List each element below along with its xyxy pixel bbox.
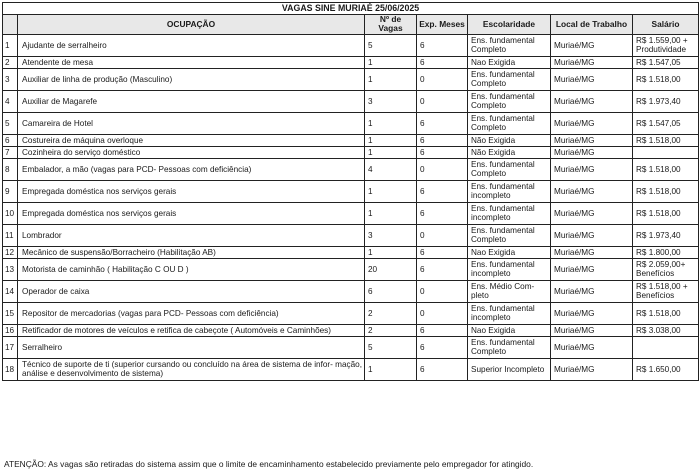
row-exp: 6	[417, 34, 468, 56]
row-number: 7	[3, 146, 18, 158]
row-salario: R$ 3.038,00	[633, 324, 699, 336]
row-vagas: 2	[365, 302, 417, 324]
row-vagas: 1	[365, 180, 417, 202]
table-row	[3, 180, 699, 202]
row-local: Muriaé/MG	[551, 202, 633, 224]
row-escolaridade: Ens. Médio Com- pleto	[468, 280, 551, 302]
row-salario: R$ 1.518,00	[633, 134, 699, 146]
header-row	[3, 15, 699, 35]
row-number: 8	[3, 158, 18, 180]
row-escolaridade: Nao Exigida	[468, 56, 551, 68]
row-escolaridade: Nao Exigida	[468, 324, 551, 336]
row-escolaridade: Ens. fundamental Completo	[468, 68, 551, 90]
row-ocupacao: Auxiliar de linha de produção (Masculino)	[18, 68, 365, 90]
row-local: Muriaé/MG	[551, 246, 633, 258]
row-vagas: 3	[365, 90, 417, 112]
row-salario: R$ 1.800,00	[633, 246, 699, 258]
row-local: Muriaé/MG	[551, 34, 633, 56]
row-ocupacao: Costureira de máquina overloque	[18, 134, 365, 146]
row-escolaridade: Ens. fundamental incompleto	[468, 302, 551, 324]
row-salario: R$ 1.518,00	[633, 202, 699, 224]
row-escolaridade: Ens. fundamental Completo	[468, 336, 551, 358]
row-vagas: 4	[365, 158, 417, 180]
table-row	[3, 112, 699, 134]
table-title: VAGAS SINE MURIAÉ 25/06/2025	[3, 3, 699, 15]
row-escolaridade: Ens. fundamental Completo	[468, 158, 551, 180]
table-row	[3, 280, 699, 302]
row-ocupacao: Retificador de motores de veículos e retifica de cabeçote ( Automóveis e Caminhões)	[18, 324, 365, 336]
row-salario: R$ 2.059,00+ Benefícios	[633, 258, 699, 280]
row-vagas: 1	[365, 202, 417, 224]
row-vagas: 5	[365, 336, 417, 358]
row-vagas: 20	[365, 258, 417, 280]
header-local: Local de Trabalho	[551, 15, 633, 35]
row-exp: 6	[417, 134, 468, 146]
row-number: 18	[3, 358, 18, 380]
table-row	[3, 68, 699, 90]
row-number: 4	[3, 90, 18, 112]
row-escolaridade: Nao Exigida	[468, 246, 551, 258]
row-number: 1	[3, 34, 18, 56]
row-escolaridade: Ens. fundamental incompleto	[468, 180, 551, 202]
header-escolaridade: Escolaridade	[468, 15, 551, 35]
table-row	[3, 258, 699, 280]
row-ocupacao: Atendente de mesa	[18, 56, 365, 68]
table-row	[3, 134, 699, 146]
row-ocupacao: Empregada doméstica nos serviços gerais	[18, 202, 365, 224]
row-ocupacao: Empregada doméstica nos serviços gerais	[18, 180, 365, 202]
row-local: Muriaé/MG	[551, 112, 633, 134]
row-exp: 6	[417, 146, 468, 158]
row-vagas: 1	[365, 146, 417, 158]
row-salario: R$ 1.973,40	[633, 90, 699, 112]
row-number: 3	[3, 68, 18, 90]
row-number: 15	[3, 302, 18, 324]
row-exp: 0	[417, 158, 468, 180]
row-escolaridade: Superior Incompleto	[468, 358, 551, 380]
row-exp: 6	[417, 202, 468, 224]
row-salario: R$ 1.518,00	[633, 302, 699, 324]
row-exp: 0	[417, 302, 468, 324]
row-ocupacao: Operador de caixa	[18, 280, 365, 302]
table-row	[3, 336, 699, 358]
row-ocupacao: Camareira de Hotel	[18, 112, 365, 134]
row-ocupacao: Mecânico de suspensão/Borracheiro (Habilitação AB)	[18, 246, 365, 258]
row-local: Muriaé/MG	[551, 180, 633, 202]
row-ocupacao: Serralheiro	[18, 336, 365, 358]
row-salario	[633, 146, 699, 158]
row-escolaridade: Ens. fundamental Completo	[468, 90, 551, 112]
row-salario: R$ 1.559,00 + Produtividade	[633, 34, 699, 56]
table-row	[3, 202, 699, 224]
row-number: 9	[3, 180, 18, 202]
table-row	[3, 324, 699, 336]
table-row	[3, 358, 699, 380]
row-number: 17	[3, 336, 18, 358]
table-row	[3, 90, 699, 112]
row-exp: 6	[417, 258, 468, 280]
row-local: Muriaé/MG	[551, 258, 633, 280]
row-ocupacao: Embalador, a mão (vagas para PCD- Pessoas com deficiência)	[18, 158, 365, 180]
row-exp: 6	[417, 56, 468, 68]
table-row	[3, 246, 699, 258]
row-ocupacao: Ajudante de serralheiro	[18, 34, 365, 56]
row-salario: R$ 1.518,00	[633, 180, 699, 202]
row-escolaridade: Ens. fundamental Completo	[468, 112, 551, 134]
row-salario: R$ 1.973,40	[633, 224, 699, 246]
vacancy-rows	[3, 34, 699, 380]
row-escolaridade: Ens. fundamental incompleto	[468, 258, 551, 280]
row-exp: 0	[417, 90, 468, 112]
row-number: 16	[3, 324, 18, 336]
row-number: 14	[3, 280, 18, 302]
row-number: 10	[3, 202, 18, 224]
row-ocupacao: Lombrador	[18, 224, 365, 246]
table-row	[3, 224, 699, 246]
row-number: 11	[3, 224, 18, 246]
row-exp: 6	[417, 336, 468, 358]
row-salario: R$ 1.518,00	[633, 158, 699, 180]
row-salario: R$ 1.518,00 + Benefícios	[633, 280, 699, 302]
row-number: 2	[3, 56, 18, 68]
row-local: Muriaé/MG	[551, 280, 633, 302]
row-local: Muriaé/MG	[551, 146, 633, 158]
row-salario	[633, 336, 699, 358]
table-row	[3, 34, 699, 56]
row-vagas: 5	[365, 34, 417, 56]
row-ocupacao: Repositor de mercadorias (vagas para PCD- Pessoas com deficiência)	[18, 302, 365, 324]
row-local: Muriaé/MG	[551, 302, 633, 324]
row-exp: 0	[417, 280, 468, 302]
row-local: Muriaé/MG	[551, 68, 633, 90]
row-escolaridade: Ens. fundamental Completo	[468, 34, 551, 56]
row-vagas: 1	[365, 68, 417, 90]
row-local: Muriaé/MG	[551, 358, 633, 380]
row-exp: 6	[417, 180, 468, 202]
table-row	[3, 158, 699, 180]
row-salario: R$ 1.547,05	[633, 112, 699, 134]
row-number: 6	[3, 134, 18, 146]
row-vagas: 1	[365, 56, 417, 68]
row-escolaridade: Ens. fundamental incompleto	[468, 202, 551, 224]
row-local: Muriaé/MG	[551, 158, 633, 180]
row-vagas: 3	[365, 224, 417, 246]
row-exp: 6	[417, 358, 468, 380]
row-ocupacao: Técnico de suporte de ti (superior cursando ou concluído na área de sistema de infor- mação, análise e desenvolvimento de sistema)	[18, 358, 365, 380]
row-vagas: 1	[365, 246, 417, 258]
row-exp: 0	[417, 224, 468, 246]
row-number: 13	[3, 258, 18, 280]
row-vagas: 2	[365, 324, 417, 336]
row-ocupacao: Cozinheira do serviço doméstico	[18, 146, 365, 158]
row-escolaridade: Não Exigida	[468, 146, 551, 158]
row-vagas: 1	[365, 112, 417, 134]
row-exp: 6	[417, 112, 468, 134]
row-local: Muriaé/MG	[551, 90, 633, 112]
row-ocupacao: Auxiliar de Magarefe	[18, 90, 365, 112]
row-escolaridade: Não Exigida	[468, 134, 551, 146]
attention-note: ATENÇÃO: As vagas são retiradas do sistema assim que o limite de encaminhamento estabelecido previamente pelo empregador for atingido.	[4, 459, 534, 469]
row-salario: R$ 1.650,00	[633, 358, 699, 380]
row-local: Muriaé/MG	[551, 56, 633, 68]
row-escolaridade: Ens. fundamental Completo	[468, 224, 551, 246]
header-salario: Salário	[633, 15, 699, 35]
row-local: Muriaé/MG	[551, 336, 633, 358]
table-row	[3, 302, 699, 324]
row-number: 5	[3, 112, 18, 134]
row-number: 12	[3, 246, 18, 258]
row-ocupacao: Motorista de caminhão ( Habilitação C OU D )	[18, 258, 365, 280]
row-local: Muriaé/MG	[551, 224, 633, 246]
header-ocupacao: OCUPAÇÃO	[18, 15, 365, 35]
row-vagas: 1	[365, 358, 417, 380]
header-num	[3, 15, 18, 35]
row-exp: 6	[417, 324, 468, 336]
row-vagas: 1	[365, 134, 417, 146]
row-local: Muriaé/MG	[551, 134, 633, 146]
row-salario: R$ 1.518,00	[633, 68, 699, 90]
row-local: Muriaé/MG	[551, 324, 633, 336]
table-row	[3, 56, 699, 68]
table-row	[3, 146, 699, 158]
row-salario: R$ 1.547,05	[633, 56, 699, 68]
row-vagas: 6	[365, 280, 417, 302]
vacancy-table	[2, 2, 699, 381]
header-exp: Exp. Meses	[417, 15, 468, 35]
row-exp: 0	[417, 68, 468, 90]
header-vagas: Nº de Vagas	[365, 15, 417, 35]
row-exp: 6	[417, 246, 468, 258]
